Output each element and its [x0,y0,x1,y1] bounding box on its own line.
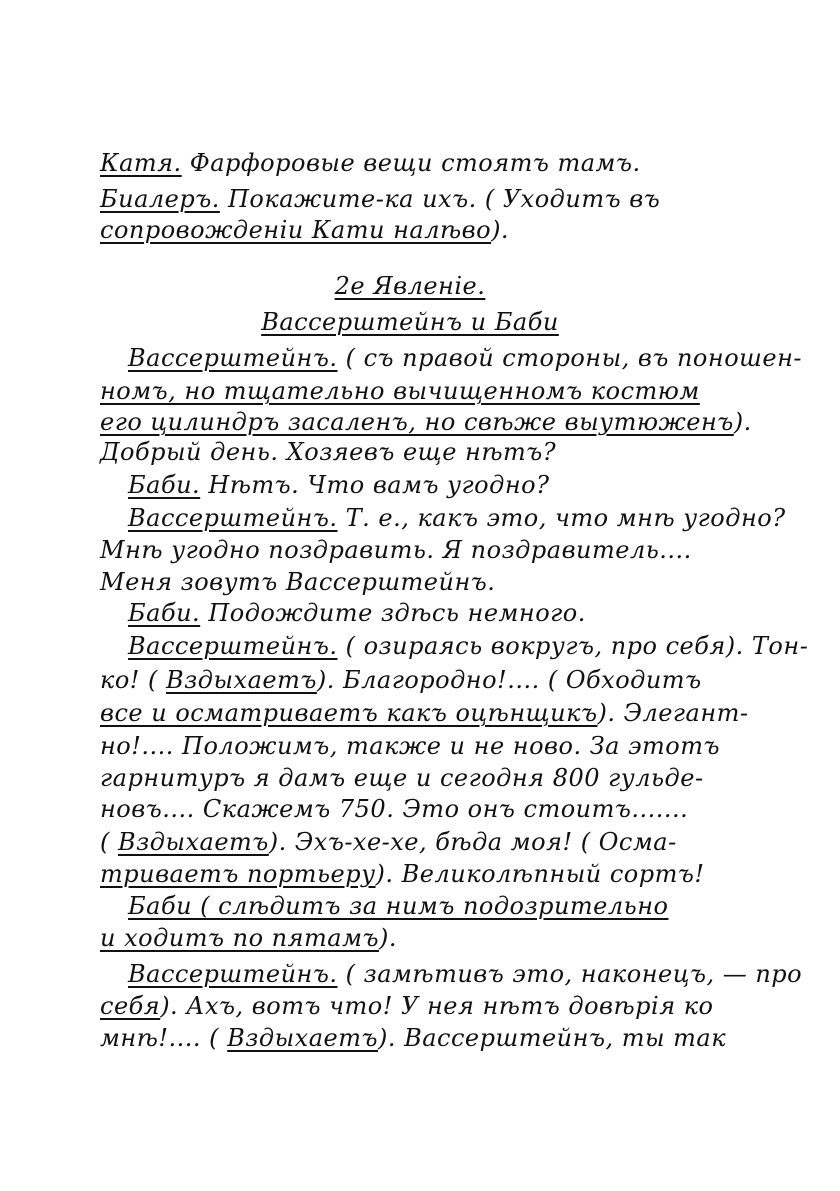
text-line-12 [100,532,720,568]
text-line-11 [100,500,786,536]
line-text: мнѣ!.... ( [100,1024,228,1052]
text-line-16 [100,662,720,698]
text-line-20 [100,791,720,827]
line-text: Фарфоровые вещи стоятъ тамъ. [181,149,641,177]
text-line-22 [100,856,720,892]
line-text: Меня зовутъ Вассерштейнъ. [100,568,496,596]
line-text: Мнѣ угодно поздравить. Я поздравитель.... [100,536,692,564]
line-text: ( замѣтивъ это, наконецъ, — про [337,960,803,988]
underlined-text: все и осматриваетъ какъ оцѣнщикъ [100,699,598,727]
scene-heading [100,268,720,304]
line-text: ). Элегант- [597,699,749,727]
text-line-10 [100,467,748,503]
line-text: ( озираясь вокругъ, про себя). Тон- [337,632,809,660]
underlined-text: Вздыхаетъ [227,1024,378,1052]
line-text: ). Благородно!.... ( Обходитъ [316,666,702,694]
line-text: Подождите здѣсь немного. [200,599,586,627]
line-text: Добрый день. Хозяевъ еще нѣтъ? [100,438,557,466]
text-line-21 [100,824,720,860]
underlined-text: номъ, но тщательно вычищенномъ костюм [100,377,700,405]
underlined-text: и ходитъ по пятамъ [100,924,379,952]
text-line-27 [100,1020,727,1056]
line-text: но!.... Положимъ, также и не ново. За этотъ [100,732,721,760]
scene-characters [100,304,720,340]
line-text: Покажите-ка ихъ. ( Уходитъ въ [219,185,661,213]
line-text: ). [491,216,510,244]
underlined-text: сопровожденіи Кати налѣво [100,216,492,244]
line-text: Нѣтъ. Что вамъ угодно? [200,471,550,499]
text-line-6 [100,340,802,376]
line-text: ). Великолѣпный сортъ! [375,860,705,888]
line-text: ко! ( [100,666,167,694]
line-text: ). Эхъ-хе-хе, бѣда моя! ( Осма- [268,828,677,856]
text-line-18 [100,728,720,764]
line-text: ). Вассерштейнъ, ты так [377,1024,727,1052]
underlined-text: Баби. [128,599,201,627]
text-line-1 [100,145,720,181]
underlined-text: его цилиндръ засаленъ, но свѣже выутюженъ [100,408,734,436]
line-text: ( съ правой стороны, въ поношен- [337,344,802,372]
line-text: гарнитуръ я дамъ еще и сегодня 800 гульде- [100,764,704,792]
line-text: новъ.... Скажемъ 750. Это онъ стоитъ....... [100,795,689,823]
underlined-text: себя [100,992,161,1020]
underlined-text: Баби. [128,471,201,499]
underlined-text: Вассерштейнъ. [128,632,338,660]
underlined-text: Баби ( слѣдитъ за нимъ подозрительно [128,892,669,920]
text-line-3 [100,212,720,248]
text-line-23 [100,888,748,924]
underlined-text: Вассерштейнъ. [128,344,338,372]
text-line-9 [100,434,720,470]
text-line-26 [100,988,720,1024]
text-line-14 [100,595,748,631]
text-line-15 [100,628,809,664]
line-text: ). [378,924,397,952]
line-text: ). Ахъ, вотъ что! У нея нѣтъ довѣрія ко [160,992,714,1020]
underlined-text: Вассерштейнъ и Баби [261,308,559,336]
underlined-text: триваетъ портьеру [100,860,376,888]
text-line-17 [100,695,749,731]
underlined-text: Катя. [100,149,182,177]
underlined-text: Биалеръ. [100,185,220,213]
underlined-text: 2е Явленіе. [334,272,486,300]
underlined-text: Вассерштейнъ. [128,960,338,988]
text-line-25 [100,956,803,992]
underlined-text: Вассерштейнъ. [128,504,338,532]
line-text: ). [733,408,752,436]
underlined-text: Вздыхаетъ [118,828,269,856]
text-line-24 [100,920,720,956]
line-text: ( [100,828,118,856]
line-text: Т. е., какъ это, что мнѣ угодно? [337,504,786,532]
underlined-text: Вздыхаетъ [166,666,317,694]
